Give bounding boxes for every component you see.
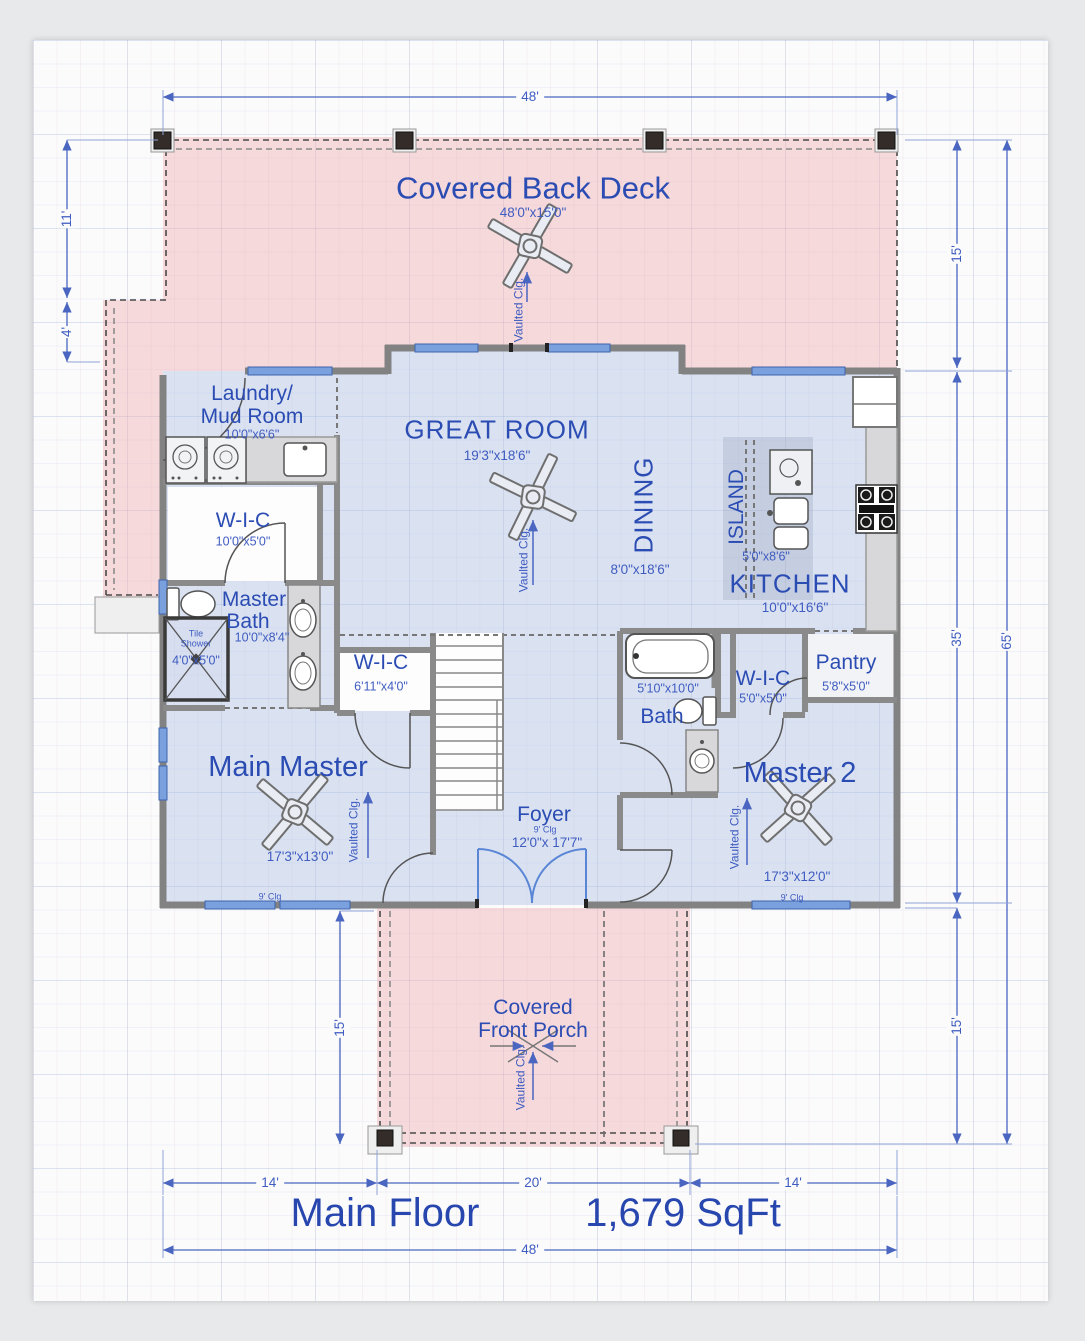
dims-tile-shower: 4'0"x5'0" xyxy=(172,653,220,668)
room-dims-back-deck: 48'0"x15'0" xyxy=(499,204,567,220)
room-dims-main-master: 17'3"x13'0" xyxy=(266,848,334,864)
dim-porch-left-depth: 15' xyxy=(330,1018,350,1038)
room-dims-foyer: 12'0"x 17'7" xyxy=(511,834,583,850)
room-label-kitchen: KITCHEN xyxy=(729,568,851,599)
room-label-wic-master: W-I-C xyxy=(215,508,271,532)
room-dims-pantry: 5'8"x5'0" xyxy=(822,679,870,694)
dim-bottom-right: 14' xyxy=(779,1176,807,1190)
room-dims-dining: 8'0"x18'6" xyxy=(610,561,670,577)
label-tile-shower-line1: Tile xyxy=(188,628,204,639)
vaulted-clg-note-master2: Vaulted Clg. xyxy=(727,804,742,870)
room-dims-wic-master: 10'0"x5'0" xyxy=(215,534,271,549)
room-dims-wic-hall: 6'11"x4'0" xyxy=(354,679,408,694)
room-label-master2: Master 2 xyxy=(743,756,857,789)
room-label-great-room: GREAT ROOM xyxy=(404,414,590,445)
room-label-back-deck: Covered Back Deck xyxy=(396,170,670,206)
room-label-laundry-line2: Mud Room xyxy=(200,404,304,428)
dim-deck-left-step: 4' xyxy=(57,326,77,338)
tub-icon xyxy=(626,634,714,678)
dim-deck-right-depth: 15' xyxy=(947,244,967,264)
room-dims-laundry: 10'0"x6'6" xyxy=(224,427,280,442)
clg-note-foyer: 9' Clg xyxy=(533,824,557,835)
dim-house-right-depth: 35' xyxy=(947,628,967,648)
room-dims-master2: 17'3"x12'0" xyxy=(763,868,831,884)
vaulted-clg-note-main-master: Vaulted Clg. xyxy=(346,797,361,863)
dryer-icon xyxy=(207,437,246,483)
dim-bottom-center: 20' xyxy=(519,1176,547,1190)
room-label-master-bath-line1: Master xyxy=(221,587,287,611)
room-label-master-bath-line2: Bath xyxy=(226,609,270,633)
sheet-title-sqft: 1,679 SqFt xyxy=(585,1191,781,1235)
room-dims-great-room: 19'3"x18'6" xyxy=(463,447,531,463)
room-dims-island: 5'0"x8'6" xyxy=(742,549,790,564)
room-dims-bath: 5'10"x10'0" xyxy=(637,681,699,696)
room-label-pantry: Pantry xyxy=(815,650,877,674)
room-label-dining: DINING xyxy=(628,456,659,554)
room-label-main-master: Main Master xyxy=(208,750,368,783)
stove-icon xyxy=(856,485,897,533)
label-tile-shower-line2: Shower xyxy=(180,638,212,649)
room-dims-kitchen: 10'0"x16'6" xyxy=(761,599,829,615)
dim-total-right-depth: 65' xyxy=(997,631,1017,651)
clg-note-main-master: 9' Clg xyxy=(258,891,282,902)
room-label-island: ISLAND xyxy=(724,469,748,545)
room-dims-master-bath: 10'0"x8'4" xyxy=(234,630,290,645)
dim-deck-left-depth: 11' xyxy=(57,210,77,229)
dim-top-width: 48' xyxy=(516,90,544,104)
room-label-wic-master2: W-I-C xyxy=(735,666,791,690)
vaulted-clg-note-porch: Vaulted Clg. xyxy=(513,1045,528,1111)
room-label-wic-hall: W-I-C xyxy=(353,650,409,674)
washer-icon xyxy=(166,437,205,483)
sheet-title-floor: Main Floor xyxy=(290,1191,480,1235)
dim-porch-right-depth: 15' xyxy=(947,1016,967,1036)
room-label-laundry-line1: Laundry/ xyxy=(211,381,293,405)
dim-bottom-left: 14' xyxy=(256,1176,284,1190)
laundry-fixtures xyxy=(166,437,337,483)
room-label-front-porch-line2: Front Porch xyxy=(478,1018,588,1042)
room-label-bath: Bath xyxy=(640,704,684,728)
vaulted-clg-note-deck: Vaulted Clg. xyxy=(511,277,526,343)
toilet-icon xyxy=(167,588,215,620)
room-label-foyer: Foyer xyxy=(517,802,571,826)
dim-bottom-total: 48' xyxy=(516,1243,544,1257)
vaulted-clg-note-great-room: Vaulted Clg. xyxy=(516,527,531,593)
room-dims-wic-master2: 5'0"x5'0" xyxy=(739,691,787,706)
room-label-front-porch-line1: Covered xyxy=(493,995,573,1019)
clg-note-master2: 9' Clg xyxy=(780,892,804,903)
